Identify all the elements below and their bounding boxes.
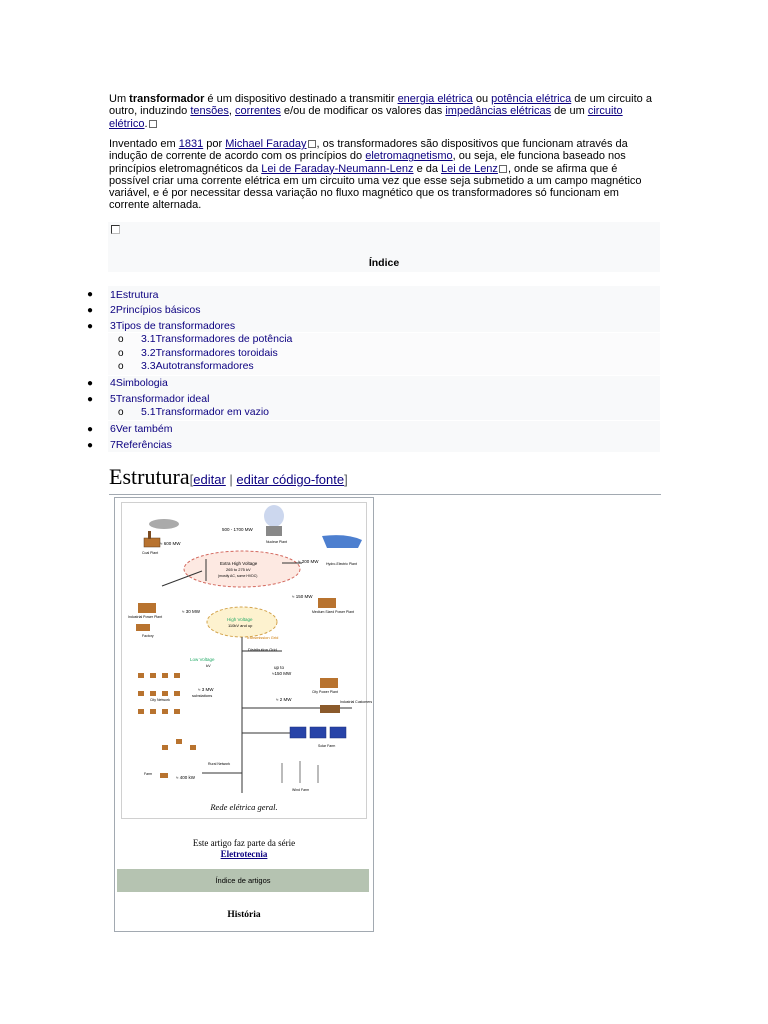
label-wind: Wind Farm bbox=[292, 788, 310, 792]
label-factory: Factory bbox=[142, 634, 154, 638]
label-subs-mw: ≈ 3 MW bbox=[198, 687, 214, 692]
label-ehv: Extra High Voltage bbox=[220, 561, 258, 566]
label-ind-mw: ≈ 30 MW bbox=[182, 609, 200, 614]
edit-section: [editar | editar código-fonte] bbox=[189, 472, 348, 487]
link-impedancias[interactable]: impedâncias elétricas bbox=[445, 105, 552, 118]
label-1700mw: 500 - 1700 MW bbox=[222, 527, 253, 532]
diagram-caption: Rede elétrica geral. bbox=[210, 802, 278, 812]
label-upto-mw: ≈150 MW bbox=[272, 671, 292, 676]
bullet: ● bbox=[87, 440, 94, 451]
label-hydro-mw: ≈ 200 MW bbox=[298, 559, 319, 564]
bullet: ● bbox=[87, 289, 94, 300]
toc-item-5-1[interactable]: 5.1Transformador em vazio bbox=[141, 406, 270, 418]
label-coal: Coal Plant bbox=[142, 551, 159, 555]
toc-item-3-2[interactable]: 3.2Transformadores toroidais bbox=[141, 347, 278, 359]
link-tensoes[interactable]: tensões bbox=[190, 105, 229, 118]
edit-link[interactable]: editar bbox=[193, 472, 226, 487]
toc-item-4[interactable]: 4Simbologia bbox=[110, 377, 168, 389]
series-link[interactable]: Eletrotecnia bbox=[220, 849, 268, 859]
bullet: o bbox=[118, 361, 124, 372]
label-farm-kw: ≈ 400 kW bbox=[176, 775, 195, 780]
label-hydro: Hydro-Electric Plant bbox=[326, 562, 357, 566]
label-medium-mw: ≈ 150 MW bbox=[292, 594, 313, 599]
label-substations: substations bbox=[192, 693, 213, 698]
toc-item-3-1[interactable]: 3.1Transformadores de potência bbox=[141, 333, 293, 345]
toc-item-3[interactable]: 3Tipos de transformadores bbox=[110, 320, 236, 332]
label-rural: Rural Network bbox=[208, 762, 231, 766]
label-city-plant: City Power Plant bbox=[312, 690, 338, 694]
label-ind-mw2: ≈ 2 MW bbox=[276, 697, 292, 702]
toc-item-5[interactable]: 5Transformador ideal bbox=[110, 393, 210, 405]
intro-paragraph: Um transformador é um dispositivo destinado a transmitir energia elétrica ou potência elétrica de um circuito a outro, induzindo tensões, correntes e/ou de modificar os valores das impedâncias elétricas de um circuito elétrico. bbox=[109, 93, 652, 130]
label-coal-mw: ≈ 600 MW bbox=[160, 541, 181, 546]
link-lei-faraday-lenz[interactable]: Lei de Faraday-Neumann-Lenz bbox=[261, 162, 414, 175]
label-hv: High Voltage bbox=[227, 617, 253, 622]
label-upto: up to bbox=[274, 665, 285, 670]
bullet: o bbox=[118, 407, 124, 418]
toc-item-3-3[interactable]: 3.3Autotransformadores bbox=[141, 360, 254, 372]
link-correntes[interactable]: correntes bbox=[235, 105, 281, 118]
toc-item-2[interactable]: 2Princípios básicos bbox=[110, 304, 201, 316]
label-lv-kv: kV bbox=[206, 663, 211, 668]
bullet: ● bbox=[87, 321, 94, 332]
bullet: o bbox=[118, 334, 124, 345]
label-ehv-kv: 265 to 275 kV bbox=[226, 567, 251, 572]
label-medium-plant: Medium Sized Power Plant bbox=[312, 610, 355, 614]
history-label[interactable]: História bbox=[227, 910, 261, 920]
toc-toggle-checkbox[interactable] bbox=[111, 225, 120, 234]
label-distribution: Distribution Grid bbox=[248, 647, 277, 652]
edit-source-link[interactable]: editar código-fonte bbox=[236, 472, 345, 487]
series-text: Este artigo faz parte da série bbox=[192, 838, 296, 848]
bullet: o bbox=[118, 348, 124, 359]
term-bold: transformador bbox=[129, 93, 205, 105]
link-1831[interactable]: 1831 bbox=[178, 138, 204, 150]
section-title: Estrutura bbox=[109, 464, 190, 489]
label-solar: Solar Farm bbox=[318, 744, 336, 748]
toc-item-6[interactable]: 6Ver também bbox=[110, 423, 173, 435]
toc-item-7[interactable]: 7Referências bbox=[110, 439, 172, 451]
footnote-icon[interactable] bbox=[149, 120, 157, 128]
label-ehv-note: (mostly AC, some HVDC) bbox=[218, 574, 258, 578]
toc-box bbox=[108, 222, 660, 272]
link-circuito-eletrico[interactable]: circuito elétrico bbox=[109, 105, 623, 130]
power-grid-illustration bbox=[122, 503, 373, 803]
bullet: ● bbox=[87, 378, 94, 389]
infobox bbox=[114, 497, 374, 932]
label-ind-plant: Industrial Power Plant bbox=[128, 615, 163, 619]
label-farm: Farm bbox=[144, 772, 153, 776]
series-box bbox=[115, 838, 373, 860]
toc-title: Índice bbox=[368, 257, 400, 269]
bullet: ● bbox=[87, 305, 94, 316]
history-paragraph: Inventado em 1831 por Michael Faraday , os transformadores são dispositivos que funcionam através da indução de corrente de acordo com os princípios do eletromagnetismo, ou seja, ele funciona baseado nos princípios eletromagnéticos da Lei de Faraday-Neumann-Lenz e da Lei de Lenz , onde se afirma que é possível criar uma corrente elétrica em um circuito uma vez que esse seja submetido a um campo magnético variável, e é por necessitar dessa variação no fluxo magnético que os transformadores só funcionam em corrente alternada. bbox=[109, 138, 642, 212]
label-ind-cust: Industrial Customers bbox=[340, 700, 373, 704]
toc-list-bg bbox=[108, 421, 660, 452]
link-michael-faraday[interactable]: Michael Faraday bbox=[225, 138, 307, 150]
link-energia-eletrica[interactable]: energia elétrica bbox=[397, 93, 473, 105]
label-nuclear: Nuclear Plant bbox=[266, 540, 288, 544]
bullet: ● bbox=[87, 424, 94, 435]
footnote-icon[interactable] bbox=[499, 165, 507, 173]
power-grid-diagram[interactable] bbox=[121, 502, 373, 819]
toc-item-1[interactable]: 1Estrutura bbox=[110, 289, 159, 301]
index-bar[interactable]: Índice de artigos bbox=[117, 869, 369, 892]
link-potencia-eletrica[interactable]: potência elétrica bbox=[491, 93, 572, 105]
label-lv: Low Voltage bbox=[190, 657, 215, 662]
bullet: ● bbox=[87, 394, 94, 405]
section-heading bbox=[109, 464, 661, 495]
link-eletromagnetismo[interactable]: eletromagnetismo bbox=[365, 150, 453, 163]
footnote-icon[interactable] bbox=[308, 140, 316, 148]
label-hv-kv: 110kV and up bbox=[228, 623, 253, 628]
link-lei-lenz[interactable]: Lei de Lenz bbox=[441, 162, 498, 175]
label-city-net: City Network bbox=[150, 698, 170, 702]
label-transmission: Transmission Grid bbox=[246, 635, 279, 640]
